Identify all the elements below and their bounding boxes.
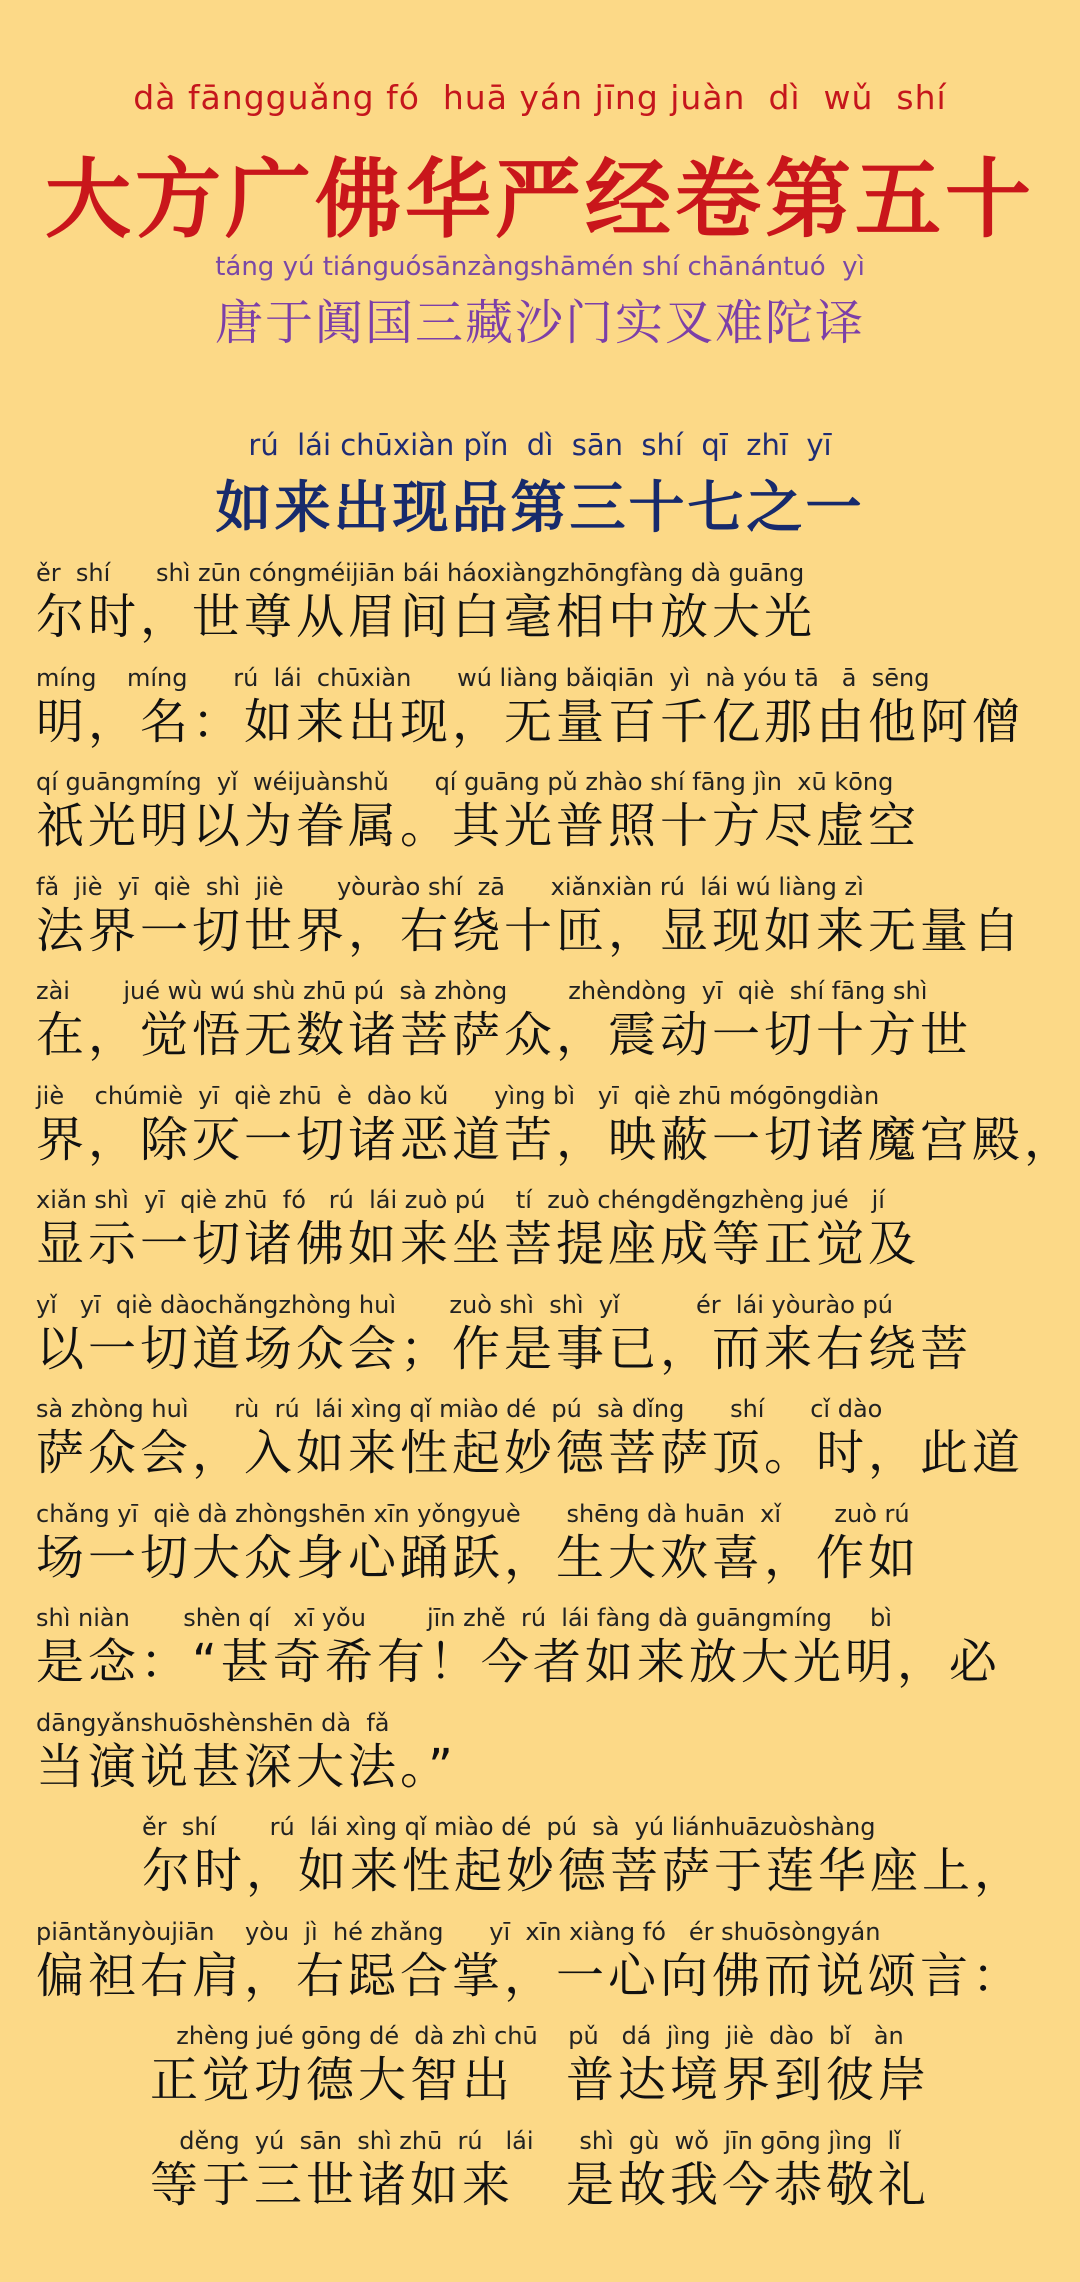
verse-pinyin: zhèng jué gōng dé dà zhì chū pǔ dá jìng jiè dào bǐ àn: [176, 2022, 904, 2050]
verse-pinyin: ěr shí rú lái xìng qǐ miào dé pú sà yú liánhuāzuòshàng: [142, 1813, 876, 1841]
verse-pinyin: qí guāngmíng yǐ wéijuànshǔ qí guāng pǔ zhào shí fāng jìn xū kōng: [36, 768, 894, 796]
verse-line: [36, 558, 1044, 646]
translator-line: 唐于阗国三藏沙门实叉难陀译: [214, 295, 865, 351]
verse-text: 正觉功德大智出 普达境界到彼岸: [149, 2052, 930, 2108]
verse-pinyin: zài jué wù wú shù zhū pú sà zhòng zhèndòng yī qiè shí fāng shì: [36, 977, 928, 1005]
verse-line: [36, 1499, 1044, 1587]
verse-pinyin: děng yú sān shì zhū rú lái shì gù wǒ jīn gōng jìng lǐ: [179, 2127, 901, 2155]
sutra-title: 大方广佛华严经卷第五十: [45, 149, 1035, 250]
chapter-title: 如来出现品第三十七之一: [215, 475, 865, 541]
verse-text: 是念：“甚奇希有！今者如来放大光明，必: [36, 1634, 1001, 1690]
verse-pinyin: yǐ yī qiè dàochǎngzhòng huì zuò shì shì yǐ ér lái yòurào pú: [36, 1291, 893, 1319]
verse-line: [36, 1290, 1044, 1378]
verse-text: 尔时，世尊从眉间白毫相中放大光: [36, 589, 817, 645]
title-pinyin: dà fāngguǎng fó huā yán jīng juàn dì wǔ shí: [133, 78, 947, 117]
verse-text: 尔时，如来性起妙德菩萨于莲华座上，: [142, 1843, 1027, 1899]
verse-line: [36, 1812, 1044, 1900]
verse-line: [36, 2021, 1044, 2109]
verse-line: [36, 1603, 1044, 1691]
verse-pinyin: chǎng yī qiè dà zhòngshēn xīn yǒngyuè shēng dà huān xǐ zuò rú: [36, 1500, 910, 1528]
verse-line: [36, 2126, 1044, 2214]
verse-text: 当演说甚深大法。”: [36, 1739, 457, 1795]
verse-line: [36, 1708, 1044, 1796]
verse-pinyin: míng míng rú lái chūxiàn wú liàng bǎiqiān yì nà yóu tā ā sēng: [36, 664, 930, 692]
verse-pinyin: xiǎn shì yī qiè zhū fó rú lái zuò pú tí zuò chéngděngzhèng jué jí: [36, 1186, 885, 1214]
verse-pinyin: dāngyǎnshuōshènshēn dà fǎ: [36, 1709, 390, 1737]
verse-text: 在，觉悟无数诸菩萨众，震动一切十方世: [36, 1007, 973, 1063]
verse-line: [36, 767, 1044, 855]
verse-text: 祇光明以为眷属。其光普照十方尽虚空: [36, 798, 921, 854]
verse-line: [36, 872, 1044, 960]
verse-line: [36, 976, 1044, 1064]
verse-line: [36, 1081, 1077, 1169]
verse-text: 显示一切诸佛如来坐菩提座成等正觉及: [36, 1216, 921, 1272]
verse-line: [36, 1185, 1044, 1273]
verse-text: 界，除灭一切诸恶道苦，映蔽一切诸魔宫殿，: [36, 1112, 1077, 1168]
verse-text: 明，名：如来出现，无量百千亿那由他阿僧: [36, 694, 1025, 750]
translator-pinyin: táng yú tiánguósānzàngshāmén shí chānántuó yì: [215, 252, 865, 282]
verse-line: [36, 663, 1044, 751]
verse-line: [36, 1917, 1044, 2005]
verse-text: 场一切大众身心踊跃，生大欢喜，作如: [36, 1530, 921, 1586]
verse-pinyin: sà zhòng huì rù rú lái xìng qǐ miào dé pú sà dǐng shí cǐ dào: [36, 1395, 883, 1423]
verse-pinyin: ěr shí shì zūn cóngméijiān bái háoxiàngzhōngfàng dà guāng: [36, 559, 805, 587]
verse-pinyin: jiè chúmiè yī qiè zhū è dào kǔ yìng bì yī qiè zhū mógōngdiàn: [36, 1082, 880, 1110]
verse-text: 等于三世诸如来 是故我今恭敬礼: [149, 2157, 930, 2213]
verse-line: [36, 1394, 1044, 1482]
verse-text: 法界一切世界，右绕十匝，显现如来无量自: [36, 903, 1025, 959]
verse-text: 以一切道场众会；作是事已，而来右绕菩: [36, 1321, 973, 1377]
chapter-pinyin: rú lái chūxiàn pǐn dì sān shí qī zhī yī: [248, 428, 832, 462]
verse-pinyin: fǎ jiè yī qiè shì jiè yòurào shí zā xiǎnxiàn rú lái wú liàng zì: [36, 873, 864, 901]
verse-text: 萨众会，入如来性起妙德菩萨顶。时，此道: [36, 1425, 1025, 1481]
verse-text: 偏袒右肩，右跽合掌，一心向佛而说颂言：: [36, 1948, 1025, 2004]
verse-pinyin: shì niàn shèn qí xī yǒu jīn zhě rú lái fàng dà guāngmíng bì: [36, 1604, 892, 1632]
verse-pinyin: piāntǎnyòujiān yòu jì hé zhǎng yī xīn xiàng fó ér shuōsòngyán: [36, 1918, 881, 1946]
